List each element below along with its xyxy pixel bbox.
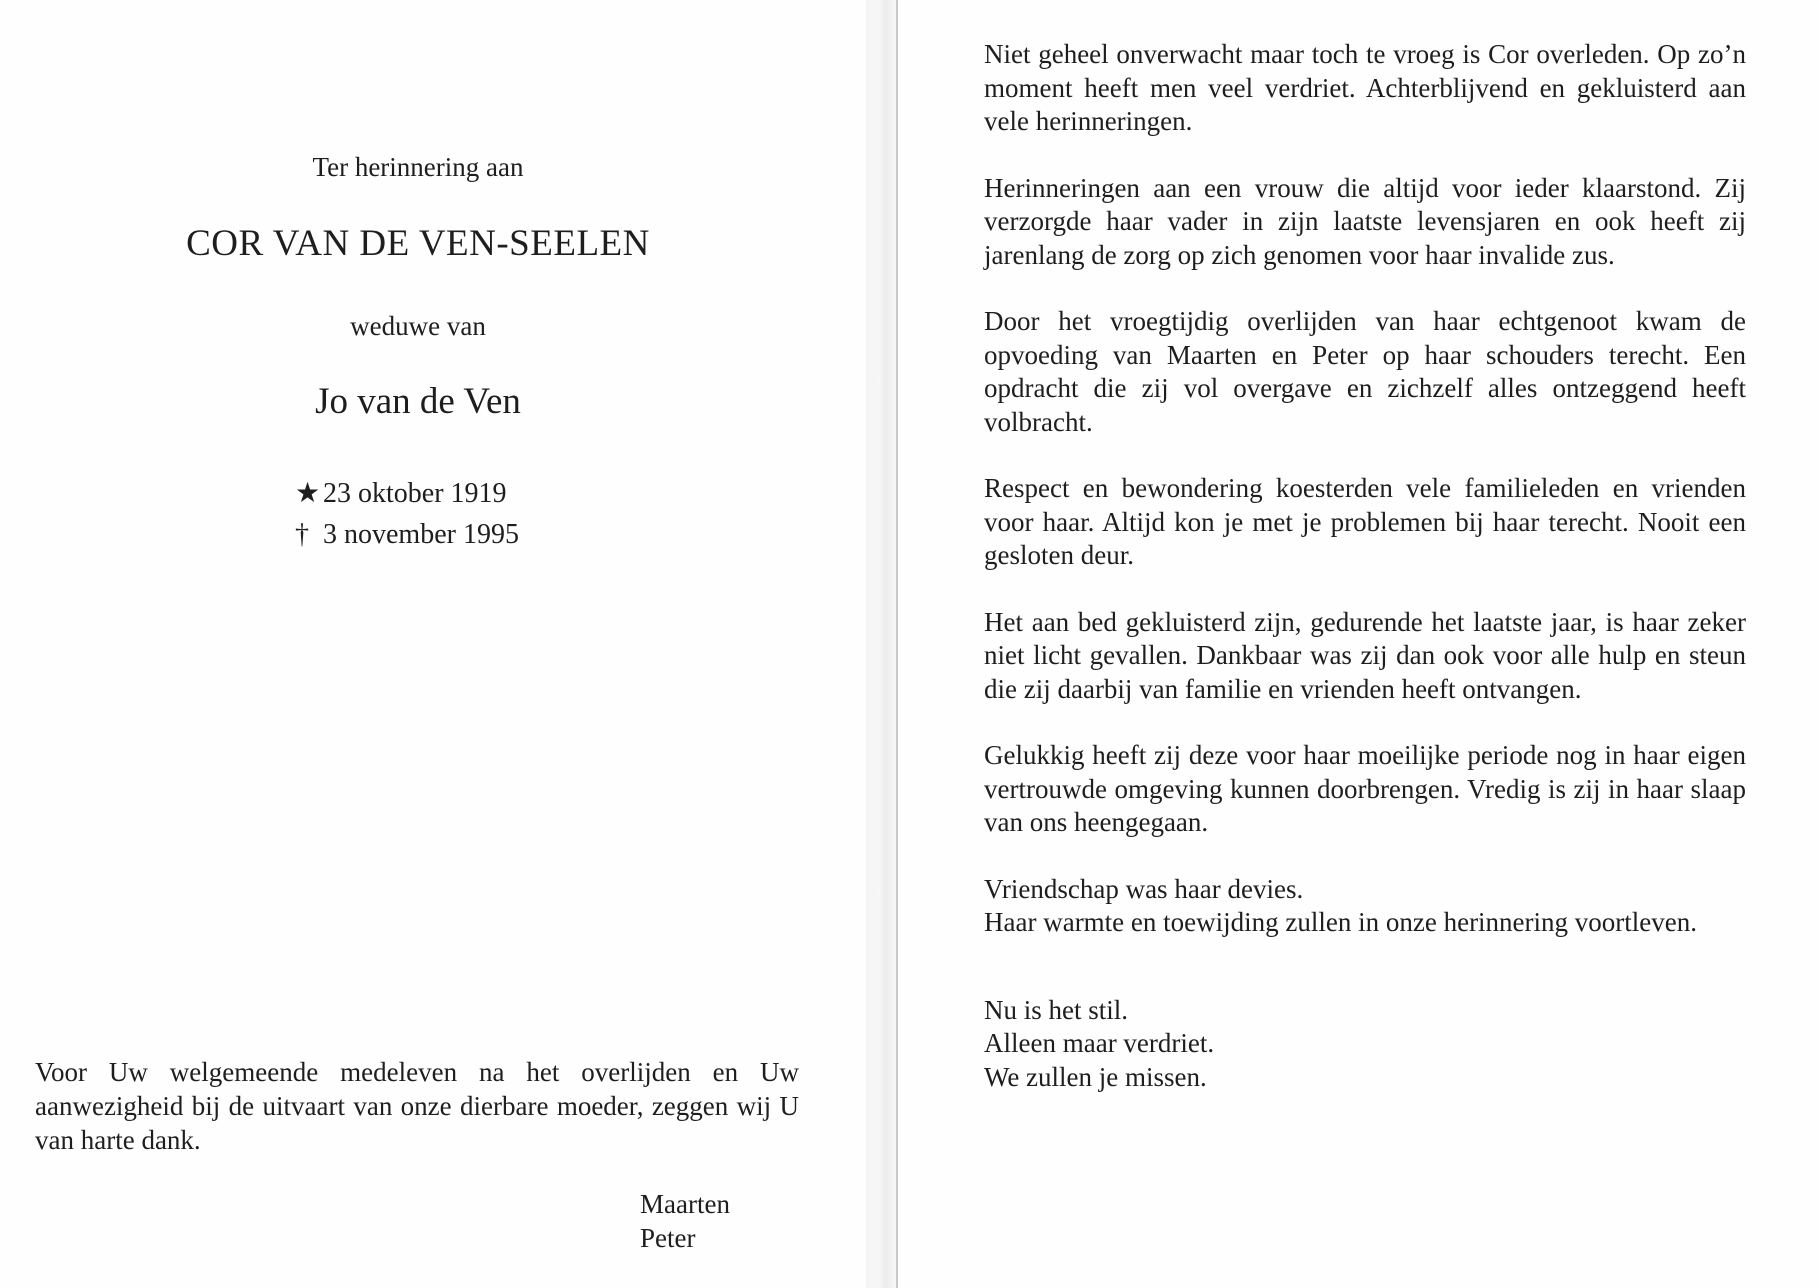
birth-row (295, 473, 519, 514)
widow-of-text: weduwe van (350, 311, 486, 341)
birth-date: 23 oktober 1919 (323, 478, 507, 509)
spouse-name: Jo van de Ven (315, 381, 521, 422)
signature-name: Peter (640, 1223, 696, 1253)
closing-line: Alleen maar verdriet. (984, 1028, 1215, 1058)
closing-line: We zullen je missen. (984, 1061, 1207, 1092)
death-row (295, 514, 519, 555)
star-icon: ★ (295, 478, 321, 509)
life-dates (295, 473, 519, 555)
signature-name: Maarten (640, 1189, 730, 1219)
left-panel (0, 0, 866, 1288)
paragraph: Gelukkig heeft zij deze voor haar moeilijke periode nog in haar eigen vertrouwde omgeving kunnen doorbrengen. Vredig is zij in haar slaap van ons heengegaan. (984, 740, 1746, 837)
paragraph: Niet geheel onverwacht maar toch te vroeg is Cor overleden. Op zo’n moment heeft men veel verdriet. Achterblijvend en gekluisterd aan vele herinneringen. (984, 39, 1746, 136)
cross-icon: † (295, 519, 309, 550)
thank-you-text: Voor Uw welgemeende medeleven na het overlijden en Uw aanwezigheid bij de uitvaart van onze dierbare moeder, zeggen wij U van harte dank. (35, 1057, 799, 1155)
intro-text: Ter herinnering aan (312, 152, 524, 182)
card-fold (866, 0, 898, 1288)
signatures (640, 1187, 730, 1255)
memorial-text (984, 38, 1746, 1094)
deceased-name: COR VAN DE VEN-SEELEN (186, 223, 650, 264)
motto-line: Haar warmte en toewijding zullen in onze herinnering voortleven. (984, 907, 1697, 937)
paragraph: Het aan bed gekluisterd zijn, gedurende het laatste jaar, is haar zeker niet licht gevallen. Dankbaar was zij dan ook voor alle hulp en steun die zij daarbij van familie en vrienden heeft ontvangen. (984, 606, 1746, 704)
paragraph: Herinneringen aan een vrouw die altijd voor ieder klaarstond. Zij verzorgde haar vader in zijn laatste levensjaren en ook heeft zij jarenlang de zorg op zich genomen voor haar invalide zus. (984, 172, 1746, 270)
motto (984, 873, 1746, 940)
motto-line: Vriendschap was haar devies. (984, 873, 1304, 904)
death-date: 3 november 1995 (323, 519, 519, 550)
paragraph: Respect en bewondering koesterden vele familieleden en vrienden voor haar. Altijd kon je met je problemen bij haar terecht. Nooit een gesloten deur. (984, 473, 1746, 570)
paragraph: Door het vroegtijdig overlijden van haar echtgenoot kwam de opvoeding van Maarten en Peter op haar schouders terecht. Een opdracht die zij vol overgave en zichzelf alles ontzeggend heeft volbracht. (984, 306, 1746, 437)
closing-line: Nu is het stil. (984, 994, 1129, 1025)
closing-verse (984, 994, 1746, 1095)
